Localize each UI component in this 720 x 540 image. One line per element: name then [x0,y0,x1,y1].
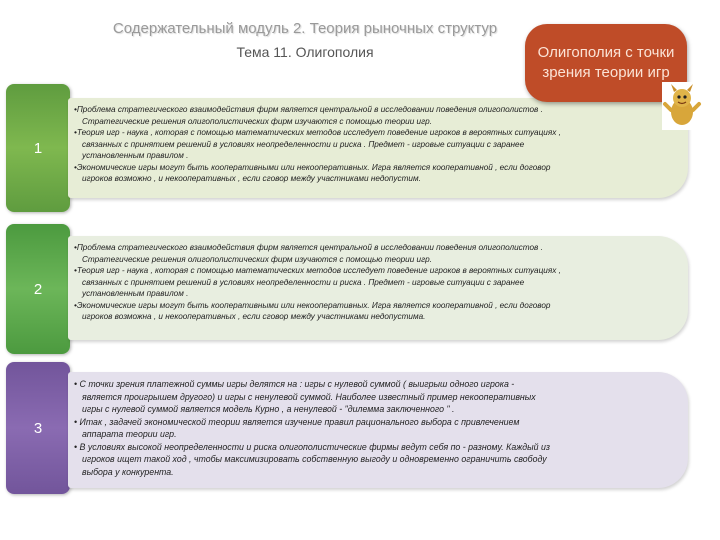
text-line: •Теория игр - наука , которая с помощью математических методов исследует поведение игроков в вероятных ситуациях , [74,266,561,275]
text-line: аппарата теории игр. [82,429,177,439]
row-number-2 [6,224,70,354]
topic-badge-label: Олигополия с точки зрения теории игр [537,44,675,81]
cartoon-mascot-icon [662,82,702,130]
text-line: • С точки зрения платежной суммы игры делятся на : игры с нулевой суммой ( выигрыш одного игрока - [74,379,515,389]
row-number-label: 1 [33,139,43,157]
row-3-content [68,372,688,488]
text-line: •Экономические игры могут быть кооперативными или некооперативных. Игра является кооперативной , если договор [74,162,551,172]
text-line: связанных с принятием решений в условиях неопределенности и риска . Предмет - игровые ситуации с заранее [82,277,525,287]
text-line: установленным правилом . [82,289,189,298]
topic-subtitle: Тема 11. Олигополия [236,44,374,60]
row-2-content [68,236,688,340]
text-line: игры с нулевой суммой является модель Курно , а ненулевой - "дилемма заключенного " . [82,404,455,414]
text-line: •Проблема стратегического взаимодействия фирм является центральной в исследовании поведения олигополистов . [74,243,543,252]
text-line: игроков ищет такой ход , чтобы максимизировать собственную выгоду и одновременно ограничить свободу [82,454,547,464]
row-number-label: 3 [33,419,43,437]
text-line: выбора у конкурента. [82,466,174,477]
text-line: •Проблема стратегического взаимодействия фирм является центральной в исследовании поведения олигополистов . [74,105,543,114]
text-line: • Итак , задачей экономической теории является изучение правил рационального выбора с привлечением [74,416,520,427]
text-line: связанных с принятием решений в условиях неопределенности и риска . Предмет - игровые ситуации с заранее [82,139,525,149]
text-line: игроков возможна , и некооперативных , если сговор между участниками недопустима. [82,312,426,321]
text-line: Стратегические решения олигополистических фирм изучаются с помощью теории игр. [82,254,432,264]
text-line: игроков возможно , и некооперативных , если сговор между участниками недопустим. [82,174,421,183]
text-line: •Теория игр - наука , которая с помощью математических методов исследует поведение игроков в вероятных ситуациях , [74,128,561,137]
text-line: Стратегические решения олигополистических фирм изучаются с помощью теории игр. [82,116,432,126]
text-line: •Экономические игры могут быть кооперативными или некооперативных. Игра является кооперативной , если договор [74,300,551,310]
text-line: установленным правилом . [82,151,189,160]
module-title: Содержательный модуль 2. Теория рыночных структур [112,20,498,37]
row-number-1 [6,84,70,212]
text-line: является проигрышем другого) и игры с ненулевой суммой. Наиболее известный пример некооперативных [82,391,536,402]
row-number-3 [6,362,70,494]
text-line: • В условиях высокой неопределенности и риска олигополистические фирмы ведут себя по - разному. Каждый из [74,441,550,452]
row-number-label: 2 [33,280,43,298]
row-1-content [68,98,688,198]
